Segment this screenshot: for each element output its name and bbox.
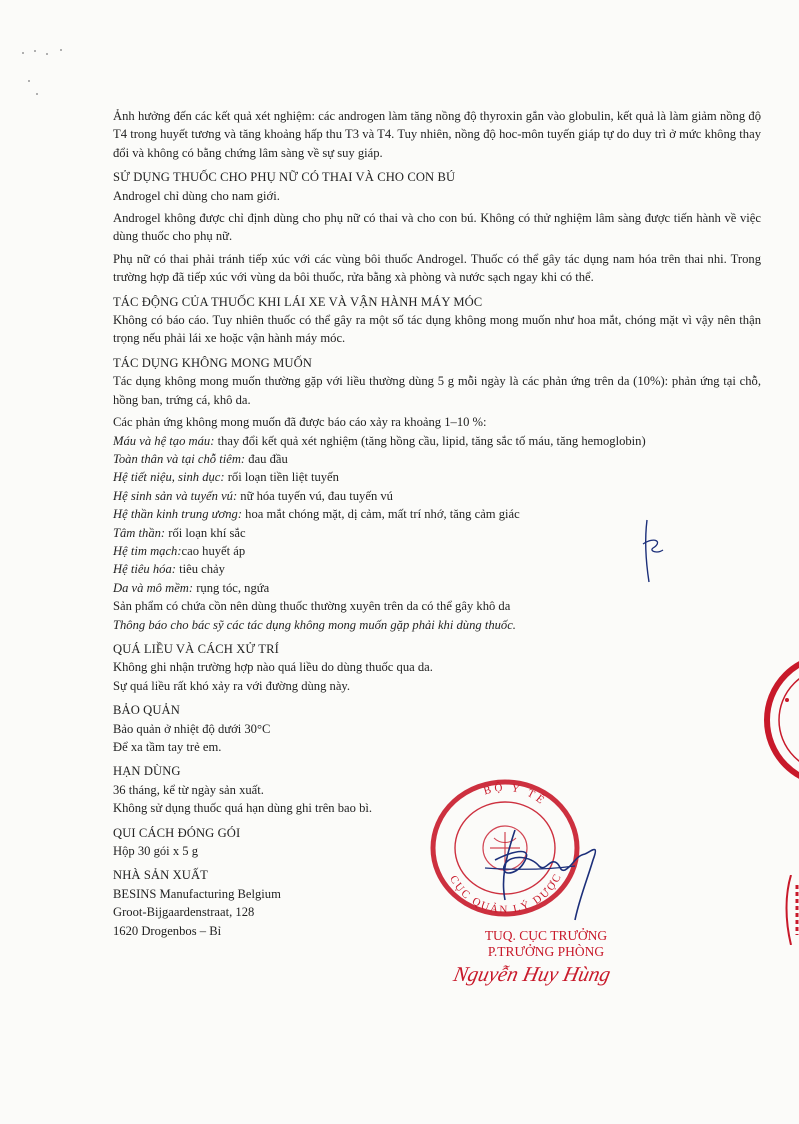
expiry-line-1: 36 tháng, kể từ ngày sản xuất. xyxy=(113,782,264,797)
adverse-notice: Thông báo cho bác sỹ các tác dụng không mong muốn gặp phải khi dùng thuốc. xyxy=(113,617,516,632)
section-heading-manufacturer: NHÀ SẢN XUẤT xyxy=(113,868,208,883)
adverse-item xyxy=(113,579,673,597)
adverse-item-label: Hệ tiêu hóa: xyxy=(113,562,176,577)
scan-speck xyxy=(28,80,30,82)
adverse-item-text: rối loạn tiền liệt tuyến xyxy=(224,470,339,485)
driving-paragraph: Không có báo cáo. Tuy nhiên thuốc có thể gây ra một số tác dụng không mong muốn như hoa mắt, chóng mặt vì vậy nên thận trọng nếu phải lái xe hoặc vận hành máy móc. xyxy=(113,313,761,346)
adverse-item-text: đau đầu xyxy=(245,451,288,466)
adverse-item xyxy=(113,524,673,542)
adverse-paragraph-2: Các phản ứng không mong muốn đã được báo cáo xảy ra khoảng 1–10 %: xyxy=(113,415,487,430)
signature-title-line-1: TUQ. CỤC TRƯỞNG xyxy=(484,928,608,943)
adverse-item xyxy=(113,432,673,450)
storage-line-1: Bảo quản ở nhiệt độ dưới 30°C xyxy=(113,721,271,736)
adverse-item-text: rối loạn khí sắc xyxy=(165,525,246,540)
adverse-item-label: Hệ sinh sản và tuyến vú: xyxy=(113,488,238,503)
adverse-item-label: Toàn thân và tại chỗ tiêm: xyxy=(113,451,246,466)
scan-speck xyxy=(22,52,24,54)
adverse-item-label: Hệ tiết niệu, sinh dục: xyxy=(113,470,225,485)
section-heading-packaging: QUI CÁCH ĐÓNG GÓI xyxy=(113,825,241,840)
adverse-item xyxy=(113,450,673,468)
section-heading-pregnancy: SỬ DỤNG THUỐC CHO PHỤ NỮ CÓ THAI VÀ CHO CON BÚ xyxy=(113,170,456,185)
adverse-item xyxy=(113,505,673,523)
manufacturer-line-3: 1620 Drogenbos – Bỉ xyxy=(113,923,222,938)
lab-effects-paragraph: Ảnh hưởng đến các kết quả xét nghiệm: các androgen làm tăng nồng độ thyroxin gắn vào globulin, kết quả là làm giảm nồng độ T4 trong huyết tương và tăng khoảng hấp thu T3 và T4. Tuy nhiên, nồng độ hoc-môn tuyến giáp tự do duy trì ở mức không thay đổi và không có bằng chứng lâm sàng về sự suy giáp. xyxy=(113,109,761,160)
adverse-item xyxy=(113,487,673,505)
manufacturer-line-2: Groot-Bijgaardenstraat, 128 xyxy=(113,905,255,920)
handwritten-signature-icon xyxy=(475,820,610,930)
adverse-paragraph-1: Tác dụng không mong muốn thường gặp với liều thường dùng 5 g mỗi ngày là các phản ứng trên da (10%): phản ứng tại chỗ, hồng ban, trứng cá, khô da. xyxy=(113,374,761,407)
pregnancy-paragraph-3: Phụ nữ có thai phải tránh tiếp xúc với các vùng bôi thuốc Androgel. Thuốc có thể gây tác dụng nam hóa trên thai nhi. Trong trường hợp đã tiếp xúc với vùng da bôi thuốc, rửa bằng xà phòng và nước sạch ngay khi có thể. xyxy=(113,251,761,285)
adverse-item-label: Da và mô mềm: xyxy=(113,580,194,595)
seal-bottom-text: CỤC QUẢN LÝ DƯỢC xyxy=(447,870,565,917)
section-heading-adverse: TÁC DỤNG KHÔNG MONG MUỐN xyxy=(113,355,312,370)
pregnancy-paragraph-1: Androgel chỉ dùng cho nam giới. xyxy=(113,188,280,203)
adverse-item-label: Máu và hệ tạo máu: xyxy=(113,433,215,448)
scan-speck xyxy=(46,53,48,55)
overdose-line-1: Không ghi nhận trường hợp nào quá liều do dùng thuốc qua da. xyxy=(113,660,433,675)
signature-title xyxy=(446,928,646,960)
adverse-item xyxy=(113,468,673,486)
section-heading-driving: TÁC ĐỘNG CỦA THUỐC KHI LÁI XE VÀ VẬN HÀNH MÁY MÓC xyxy=(113,294,483,309)
storage-line-2: Để xa tầm tay trẻ em. xyxy=(113,740,222,754)
adverse-item-label: Tâm thần: xyxy=(113,525,166,540)
adverse-item-label: Hệ thần kinh trung ương: xyxy=(113,507,243,522)
edge-seal-icon xyxy=(759,660,799,780)
edge-seal-fragment-icon xyxy=(769,875,799,945)
pregnancy-paragraph-2: Androgel không được chỉ định dùng cho phụ nữ có thai và cho con bú. Không có thử nghiệm lâm sàng được tiến hành về việc dùng thuốc cho phụ nữ. xyxy=(113,211,761,244)
adverse-item-text: thay đổi kết quả xét nghiệm (tăng hồng cầu, lipid, tăng sắc tố máu, tăng hemoglobin) xyxy=(214,433,646,448)
expiry-line-2: Không sử dụng thuốc quá hạn dùng ghi trên bao bì. xyxy=(113,801,373,816)
initials-mark-icon xyxy=(633,516,673,586)
section-heading-storage: BẢO QUẢN xyxy=(113,703,180,718)
scan-speck xyxy=(36,93,38,95)
manufacturer-line-1: BESINS Manufacturing Belgium xyxy=(113,886,281,901)
scan-speck xyxy=(34,50,36,52)
adverse-item-text: tiêu chảy xyxy=(175,562,225,577)
overdose-line-2: Sự quá liều rất khó xảy ra với đường dùng này. xyxy=(113,678,351,693)
adverse-item-text: cao huyết áp xyxy=(181,543,246,558)
seal-top-text: BỘ Y TẾ xyxy=(482,781,549,809)
adverse-item-text: nữ hóa tuyến vú, đau tuyến vú xyxy=(237,488,393,503)
svg-text:BỘ Y TẾ xyxy=(482,782,549,808)
signatory-name: Nguyễn Huy Hùng xyxy=(451,962,613,986)
section-heading-overdose: QUÁ LIỀU VÀ CÁCH XỬ TRÍ xyxy=(113,641,279,656)
scan-speck xyxy=(60,49,62,51)
adverse-item-label: Hệ tim mạch: xyxy=(113,543,182,558)
section-heading-expiry: HẠN DÙNG xyxy=(113,764,181,779)
signature-title-line-2: P.TRƯỞNG PHÒNG xyxy=(487,944,605,959)
adverse-item-text: hoa mắt chóng mặt, dị cảm, mất trí nhớ, tăng cảm giác xyxy=(242,507,520,522)
adverse-note: Sản phẩm có chứa cồn nên dùng thuốc thường xuyên trên da có thể gây khô da xyxy=(113,599,511,614)
adverse-item-text: rụng tóc, ngứa xyxy=(193,580,270,595)
packaging-line-1: Hộp 30 gói x 5 g xyxy=(113,844,199,859)
adverse-item xyxy=(113,560,673,578)
adverse-item xyxy=(113,542,673,560)
